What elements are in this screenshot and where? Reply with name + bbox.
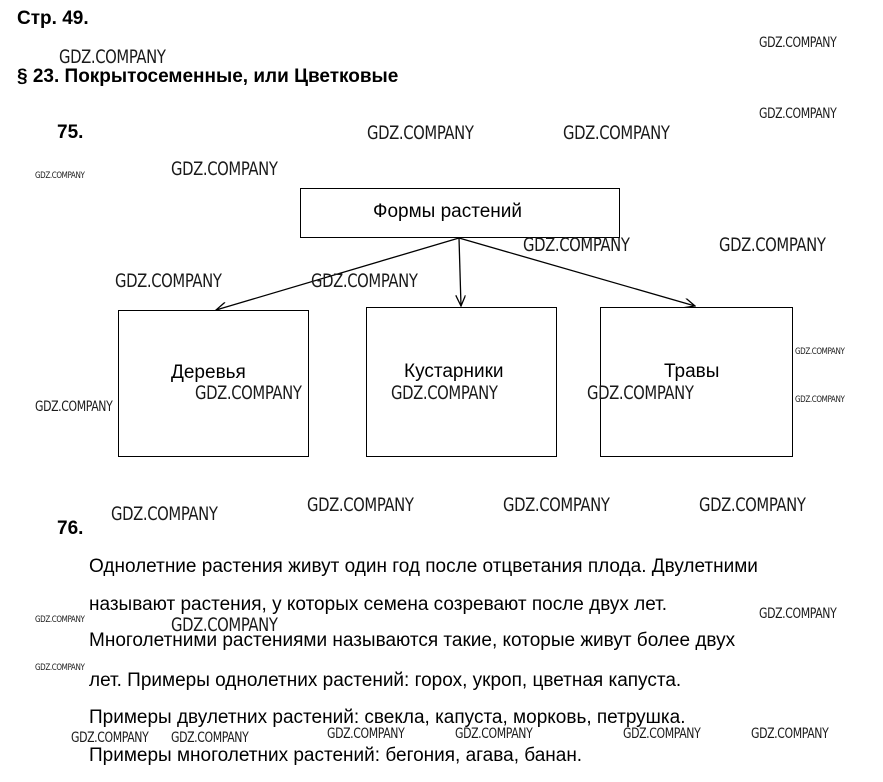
answer-line: Примеры многолетних растений: бегония, агава, банан. [89, 745, 583, 766]
answer-line: Многолетними растениями называются такие, которые живут более двух [89, 630, 736, 651]
watermark: GDZ.COMPANY [391, 382, 498, 404]
diagram-node-label: Кустарники [404, 361, 504, 382]
watermark: GDZ.COMPANY [455, 726, 533, 742]
watermark: GDZ.COMPANY [195, 382, 302, 404]
watermark: GDZ.COMPANY [719, 234, 826, 256]
watermark: GDZ.COMPANY [699, 494, 806, 516]
watermark: GDZ.COMPANY [111, 503, 218, 525]
watermark: GDZ.COMPANY [751, 726, 829, 742]
watermark: GDZ.COMPANY [35, 615, 85, 625]
watermark: GDZ.COMPANY [623, 726, 701, 742]
watermark: GDZ.COMPANY [171, 158, 278, 180]
diagram-node-label: Травы [664, 361, 720, 382]
answer-line: Однолетние растения живут один год после отцветания плода. Двулетними [89, 556, 758, 577]
section-title: § 23. Покрытосеменные, или Цветковые [17, 66, 399, 87]
arrow-to-shrubs [459, 238, 461, 306]
watermark: GDZ.COMPANY [327, 726, 405, 742]
watermark: GDZ.COMPANY [171, 730, 249, 746]
diagram-root-box [300, 188, 620, 238]
watermark: GDZ.COMPANY [307, 494, 414, 516]
page-number-label: Стр. 49. [17, 8, 89, 29]
watermark: GDZ.COMPANY [171, 614, 278, 636]
watermark: GDZ.COMPANY [35, 399, 113, 415]
diagram-node-label: Деревья [171, 362, 246, 383]
watermark: GDZ.COMPANY [71, 730, 149, 746]
watermark: GDZ.COMPANY [587, 382, 694, 404]
watermark: GDZ.COMPANY [311, 270, 418, 292]
task-number-75: 75. [57, 122, 84, 143]
answer-line: лет. Примеры однолетних растений: горох, укроп, цветная капуста. [89, 670, 682, 691]
watermark: GDZ.COMPANY [759, 35, 837, 51]
watermark: GDZ.COMPANY [367, 122, 474, 144]
watermark: GDZ.COMPANY [523, 234, 630, 256]
watermark: GDZ.COMPANY [795, 347, 845, 357]
watermark: GDZ.COMPANY [59, 46, 166, 68]
watermark: GDZ.COMPANY [759, 606, 837, 622]
watermark: GDZ.COMPANY [115, 270, 222, 292]
watermark: GDZ.COMPANY [759, 106, 837, 122]
watermark: GDZ.COMPANY [35, 663, 85, 673]
watermark: GDZ.COMPANY [563, 122, 670, 144]
answer-line: называют растения, у которых семена созревают после двух лет. [89, 594, 668, 615]
task-number-76: 76. [57, 518, 84, 539]
answer-line: Примеры двулетних растений: свекла, капуста, морковь, петрушка. [89, 707, 686, 728]
watermark: GDZ.COMPANY [503, 494, 610, 516]
diagram-root-label: Формы растений [373, 201, 522, 222]
watermark: GDZ.COMPANY [35, 171, 85, 181]
watermark: GDZ.COMPANY [795, 395, 845, 405]
